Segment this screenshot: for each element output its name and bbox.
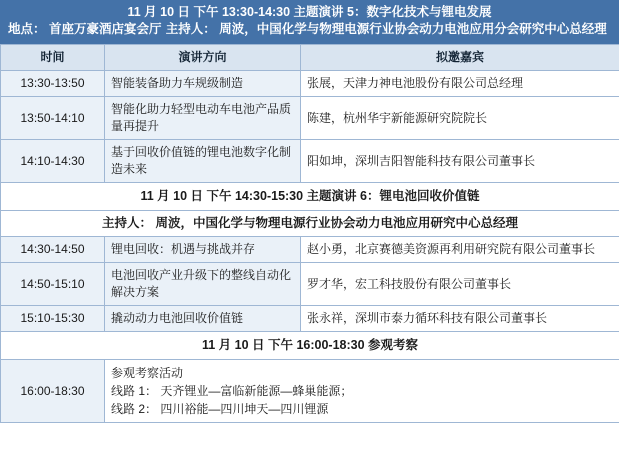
table-row [1,71,619,97]
table-row [1,97,619,140]
section-title: 11 月 10 日 下午 16:00-18:30 参观考察 [1,332,619,360]
tour-details [105,360,619,423]
schedule-table [0,44,619,423]
row-topic: 智能化助力轻型电动车电池产品质量再提升 [105,97,301,140]
row-topic: 锂电回收：机遇与挑战并存 [105,237,301,263]
row-time: 14:50-15:10 [1,263,105,306]
row-topic: 基于回收价值链的锂电池数字化制造未来 [105,140,301,183]
tour-line: 线路 2： 四川裕能—四川坤天—四川锂源 [111,402,329,416]
banner-venue: 地点： 首座万豪酒店宴会厅 [8,22,162,36]
row-time: 13:30-13:50 [1,71,105,97]
column-header-topic: 演讲方向 [105,45,301,71]
row-topic: 电池回收产业升级下的整线自动化解决方案 [105,263,301,306]
banner-details-line [6,21,613,38]
row-guest: 张展，天津力神电池股份有限公司总经理 [301,71,619,97]
section-header-row [1,332,619,360]
agenda-banner [0,0,619,44]
table-row [1,140,619,183]
table-row [1,263,619,306]
table-row [1,237,619,263]
row-time: 13:50-14:10 [1,97,105,140]
section-host: 主持人： 周波，中国化学与物理电源行业协会动力电池应用研究中心总经理 [1,211,619,237]
banner-title-line: 11 月 10 日 下午 13:30-14:30 主题演讲 5：数字化技术与锂电发展 [127,5,492,19]
row-topic: 撬动动力电池回收价值链 [105,306,301,332]
section-header-row [1,183,619,211]
table-row [1,306,619,332]
row-guest: 张永祥，深圳市泰力循环科技有限公司董事长 [301,306,619,332]
table-row-tour [1,360,619,423]
row-guest: 赵小勇，北京赛德美资源再利用研究院有限公司董事长 [301,237,619,263]
row-time: 16:00-18:30 [1,360,105,423]
column-header-time: 时间 [1,45,105,71]
row-time: 14:10-14:30 [1,140,105,183]
tour-line: 线路 1： 天齐锂业—富临新能源—蜂巢能源； [111,384,353,398]
row-time: 15:10-15:30 [1,306,105,332]
section-subheader-row [1,211,619,237]
tour-line: 参观考察活动 [111,366,184,380]
row-guest: 陈建，杭州华宇新能源研究院院长 [301,97,619,140]
banner-host: 主持人： 周波，中国化学与物理电源行业协会动力电池应用分会研究中心总经理 [165,22,607,36]
row-guest: 罗才华，宏工科技股份有限公司董事长 [301,263,619,306]
row-guest: 阳如坤，深圳吉阳智能科技有限公司董事长 [301,140,619,183]
table-header-row [1,45,619,71]
column-header-guest: 拟邀嘉宾 [301,45,619,71]
table-body [1,71,619,423]
row-topic: 智能装备助力车规级制造 [105,71,301,97]
section-title: 11 月 10 日 下午 14:30-15:30 主题演讲 6：锂电池回收价值链 [1,183,619,211]
row-time: 14:30-14:50 [1,237,105,263]
table-header [1,45,619,71]
